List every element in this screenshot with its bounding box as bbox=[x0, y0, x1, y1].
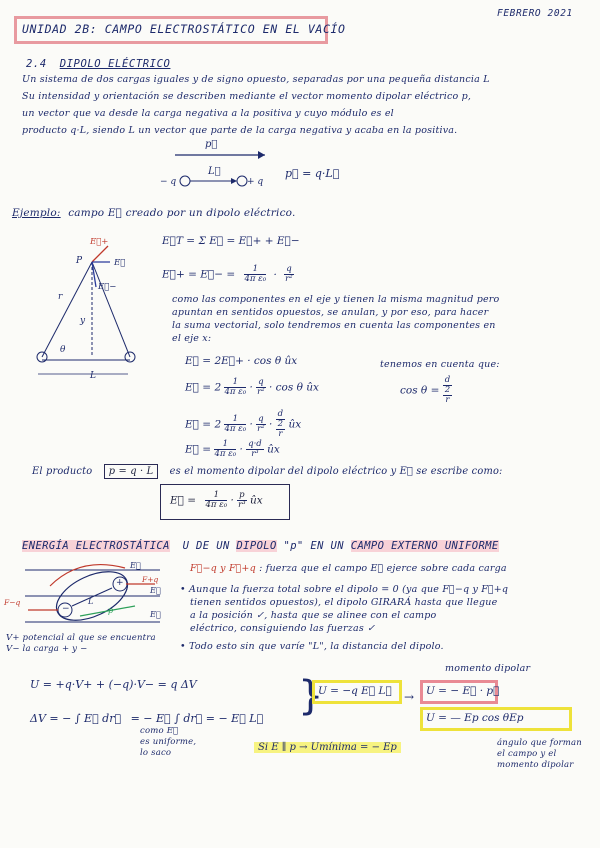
right-side bbox=[92, 262, 130, 357]
fraction bbox=[256, 415, 265, 434]
date: FEBRERO 2021 bbox=[497, 8, 573, 19]
numerator: 1 bbox=[244, 265, 266, 275]
denominator: 4π ε₀ bbox=[224, 424, 247, 434]
left-side bbox=[42, 262, 92, 357]
l-label: L⃗ bbox=[208, 166, 221, 177]
fraction bbox=[214, 440, 236, 459]
uniform-note bbox=[140, 726, 196, 759]
note-text: tenemos en cuenta que: bbox=[380, 359, 500, 370]
f-minus-label: F−q bbox=[4, 598, 21, 607]
fig-p-label: p bbox=[108, 606, 114, 615]
l-dimension-label: L bbox=[90, 371, 96, 381]
note-line: es uniforme, bbox=[140, 737, 197, 747]
dipole-formula: p⃗ = q·L⃗ bbox=[285, 167, 340, 180]
denominator: 4π ε₀ bbox=[244, 274, 267, 284]
numerator: q bbox=[286, 264, 292, 274]
intro-line: Su intensidad y orientación se describen mediante el vector momento dipolar eléctrico p, bbox=[22, 91, 472, 102]
eq-ex1: E⃗ = 2E⃗+ · cos θ ûx bbox=[185, 355, 298, 367]
numerator: 1 bbox=[224, 415, 246, 425]
dv-rest: = − E⃗ ∫ dr⃗ = − E⃗ L⃗ bbox=[130, 712, 264, 725]
u-box-2-text: U = − E⃗ · p⃗ bbox=[426, 685, 500, 697]
potential-note bbox=[6, 633, 156, 655]
text-line: como las componentes en el eje y tienen la misma magnitud pero bbox=[172, 294, 500, 305]
negative-charge bbox=[180, 176, 190, 186]
text-line: la suma vectorial, solo tendremos en cuenta las componentes en bbox=[172, 320, 496, 331]
energy-title-part: CAMPO EXTERNO UNIFORME bbox=[350, 540, 499, 552]
note-line: el campo y el bbox=[497, 749, 557, 759]
note-line: V− la carga + y − bbox=[6, 644, 88, 654]
eq-lhs: E⃗ = 2 bbox=[185, 381, 222, 394]
denominator: r bbox=[445, 395, 450, 405]
note-line: momento dipolar bbox=[497, 760, 574, 770]
final-field-eq: E⃗ = $\frac{1}{\text{4π ε₀}}$ · $\frac{p}{\text{r³}}$ ûx bbox=[170, 490, 263, 510]
intro-line: Un sistema de dos cargas iguales y de signo opuesto, separadas por una pequeña distancia L bbox=[22, 74, 490, 85]
bullet-line: • Aunque la fuerza total sobre el dipolo = 0 (ya que F⃗−q y F⃗+q bbox=[180, 584, 509, 595]
eq-unit: ûx bbox=[249, 494, 263, 507]
product-pre: El producto bbox=[32, 466, 93, 477]
denominator: 4π ε₀ bbox=[205, 500, 228, 510]
denominator: r³ bbox=[251, 449, 259, 459]
numerator: 1 bbox=[214, 440, 236, 450]
eq-total-field: E⃗T = Σ E⃗ = E⃗+ + E⃗− bbox=[162, 235, 300, 247]
product-post: es el momento dipolar del dipolo eléctrico y E⃗ se escribe como: bbox=[169, 466, 503, 477]
e-plus-label: E⃗+ bbox=[90, 237, 109, 247]
bullet-text: Aunque la fuerza total sobre el dipolo = 0 (ya que F⃗−q y F⃗+q bbox=[189, 584, 509, 595]
denominator: r² bbox=[257, 387, 265, 397]
note-lhs: cos θ = bbox=[400, 384, 440, 397]
arrow: → bbox=[404, 690, 415, 704]
example-heading bbox=[12, 207, 296, 220]
intro-line: producto q·L, siendo L un vector que parte de la carga negativa y acaba en la positiva. bbox=[22, 125, 458, 136]
field-e3: E⃗ bbox=[150, 610, 161, 619]
l-arrow-head bbox=[231, 178, 237, 184]
e-minus-label: E⃗− bbox=[98, 282, 117, 292]
section-number: 2.4 bbox=[26, 58, 47, 70]
text-line: apuntan en sentidos opuestos, se anulan, y por eso, para hacer bbox=[172, 307, 489, 318]
denominator: 4π ε₀ bbox=[224, 387, 247, 397]
e-label: E⃗ bbox=[114, 258, 126, 268]
numerator: d bbox=[444, 375, 451, 385]
example-text: campo E⃗ creado por un dipolo eléctrico. bbox=[68, 207, 296, 219]
intro-line: un vector que va desde la carga negativa a la positiva y cuyo módulo es el bbox=[22, 108, 394, 119]
neg-charge-label: − q bbox=[160, 177, 177, 187]
denominator: r³ bbox=[238, 500, 246, 510]
denominator: 2 bbox=[276, 420, 285, 430]
denominator: 4π ε₀ bbox=[214, 449, 237, 459]
eq-lhs: E⃗ = bbox=[185, 443, 212, 456]
field-e2: E⃗ bbox=[150, 586, 161, 595]
p-label: p⃗ bbox=[205, 139, 218, 150]
fig-neg-sign: − bbox=[62, 604, 70, 614]
field-e1: E⃗ bbox=[130, 561, 141, 570]
eq-lhs: E⃗ = bbox=[170, 494, 197, 507]
text-line: el eje x: bbox=[172, 333, 212, 344]
p-arrow-head bbox=[258, 151, 265, 159]
energy-title-part: ENERGÍA ELECTROSTÁTICA bbox=[22, 540, 170, 552]
note-line: V+ potencial al que se encuentra bbox=[6, 633, 156, 643]
bullet-1 bbox=[180, 583, 590, 635]
note-formula bbox=[400, 376, 452, 405]
angle-note bbox=[497, 738, 582, 771]
dv-equation bbox=[30, 712, 263, 725]
example-label: Ejemplo: bbox=[12, 207, 61, 219]
f-plus-label: F+q bbox=[142, 575, 159, 584]
u-equation: U = +q·V+ + (−q)·V− = q ΔV bbox=[30, 678, 197, 691]
note-line: lo saco bbox=[140, 748, 172, 758]
u-box-3-text: U = — Ep cos θEp bbox=[426, 712, 524, 724]
denominator: r² bbox=[257, 424, 265, 434]
eq-rest: ûx bbox=[288, 418, 302, 431]
forces-text: : fuerza que el campo E⃗ ejerce sobre cada carga bbox=[259, 563, 507, 574]
eq-ex3: E⃗ = 2 $\frac{1}{\text{4π ε₀}}$ · $\frac{q}{\text{r²}}$ · d 2 r ûx bbox=[185, 409, 302, 439]
denominator: 2 bbox=[443, 386, 452, 396]
bullet-text: Todo esto sin que varíe "L", la distancia del dipolo. bbox=[189, 641, 444, 652]
eq-lhs: E⃗+ = E⃗− = bbox=[162, 268, 236, 281]
eq-rest: · cos θ ûx bbox=[268, 381, 319, 394]
denominator: r bbox=[278, 429, 283, 439]
energy-title-part: "p" bbox=[283, 540, 304, 552]
energy-title bbox=[22, 540, 499, 552]
section-heading bbox=[26, 58, 170, 70]
fraction bbox=[224, 378, 246, 397]
product-line bbox=[32, 465, 503, 478]
momento-label: momento dipolar bbox=[445, 663, 531, 674]
u-box-1-text: U = −q E⃗ L⃗ bbox=[318, 685, 392, 697]
positive-charge bbox=[237, 176, 247, 186]
field-diagram bbox=[30, 232, 160, 392]
note-line: ángulo que forman bbox=[497, 738, 582, 748]
denominator: r² bbox=[285, 274, 293, 284]
numerator: p bbox=[239, 490, 245, 500]
fraction bbox=[256, 378, 265, 397]
brace: } bbox=[298, 673, 324, 719]
bullet-line: tienen sentidos opuestos), el dipolo GIRARÁ hasta que llegue bbox=[190, 597, 498, 608]
fraction bbox=[284, 265, 293, 284]
bullet-line: eléctrico, consiguiendo las fuerzas ✓ bbox=[190, 623, 376, 634]
minimum-energy-line: Si E ∥ p → Umínima = − Ep bbox=[254, 742, 401, 753]
fraction bbox=[276, 410, 285, 439]
components-paragraph bbox=[172, 293, 592, 345]
e-plus-vector bbox=[92, 246, 108, 262]
bullet-2: • Todo esto sin que varíe "L", la distancia del dipolo. bbox=[180, 641, 444, 652]
product-boxed: p = q · L bbox=[104, 464, 159, 479]
dv-lhs: ΔV = − ∫ E⃗ dr⃗ bbox=[30, 712, 122, 725]
fig-l-label: L bbox=[88, 597, 94, 606]
numerator: q·d bbox=[248, 439, 262, 449]
y-label: y bbox=[80, 316, 86, 326]
fraction bbox=[246, 440, 264, 459]
theta-label: θ bbox=[60, 345, 66, 355]
fraction bbox=[224, 415, 246, 434]
intro-paragraph bbox=[22, 73, 597, 137]
numerator: 1 bbox=[205, 491, 227, 501]
note-line: como E⃗ bbox=[140, 726, 179, 736]
fraction bbox=[443, 376, 452, 405]
p-point-label: P bbox=[76, 256, 83, 266]
numerator: q bbox=[258, 377, 264, 387]
fraction bbox=[244, 265, 266, 284]
numerator: 1 bbox=[224, 378, 246, 388]
eq-ex2: E⃗ = 2 $\frac{1}{\text{4π ε₀}}$ · $\frac{q}{\text{r²}}$ · cos θ ûx bbox=[185, 377, 319, 397]
page-title: UNIDAD 2B: CAMPO ELECTROSTÁTICO EN EL VACÍO bbox=[22, 22, 346, 36]
dipole-in-field-diagram bbox=[20, 556, 170, 636]
numerator: d bbox=[277, 409, 284, 419]
rotation-arrow bbox=[50, 565, 125, 586]
eq-ex4: E⃗ = $\frac{1}{\text{4π ε₀}}$ · $\frac{q\cdot d}{\text{r³}}$ ûx bbox=[185, 439, 280, 459]
section-title: DIPOLO ELÉCTRICO bbox=[59, 58, 171, 70]
pos-charge-label: + q bbox=[247, 177, 264, 187]
energy-title-part: DIPOLO bbox=[236, 540, 277, 552]
fraction bbox=[205, 491, 227, 510]
energy-title-part: U DE UN bbox=[182, 540, 230, 552]
bullet-line: a la posición ✓, hasta que se alinee con el campo bbox=[190, 610, 437, 621]
fig-pos-sign: + bbox=[116, 578, 124, 588]
numerator: q bbox=[258, 414, 264, 424]
fraction bbox=[237, 491, 246, 510]
eq-field-magnitude: E⃗+ = E⃗− = $\frac{1}{\text{4π ε₀}}$ · $\frac{q}{\text{r²}}$ bbox=[162, 264, 293, 284]
forces-line bbox=[190, 562, 507, 575]
eq-rest: ûx bbox=[267, 443, 280, 456]
r-label: r bbox=[58, 292, 63, 302]
energy-title-part: EN UN bbox=[310, 540, 344, 552]
eq-lhs: E⃗ = 2 bbox=[185, 418, 222, 431]
forces-lhs: F⃗−q y F⃗+q bbox=[190, 563, 256, 574]
